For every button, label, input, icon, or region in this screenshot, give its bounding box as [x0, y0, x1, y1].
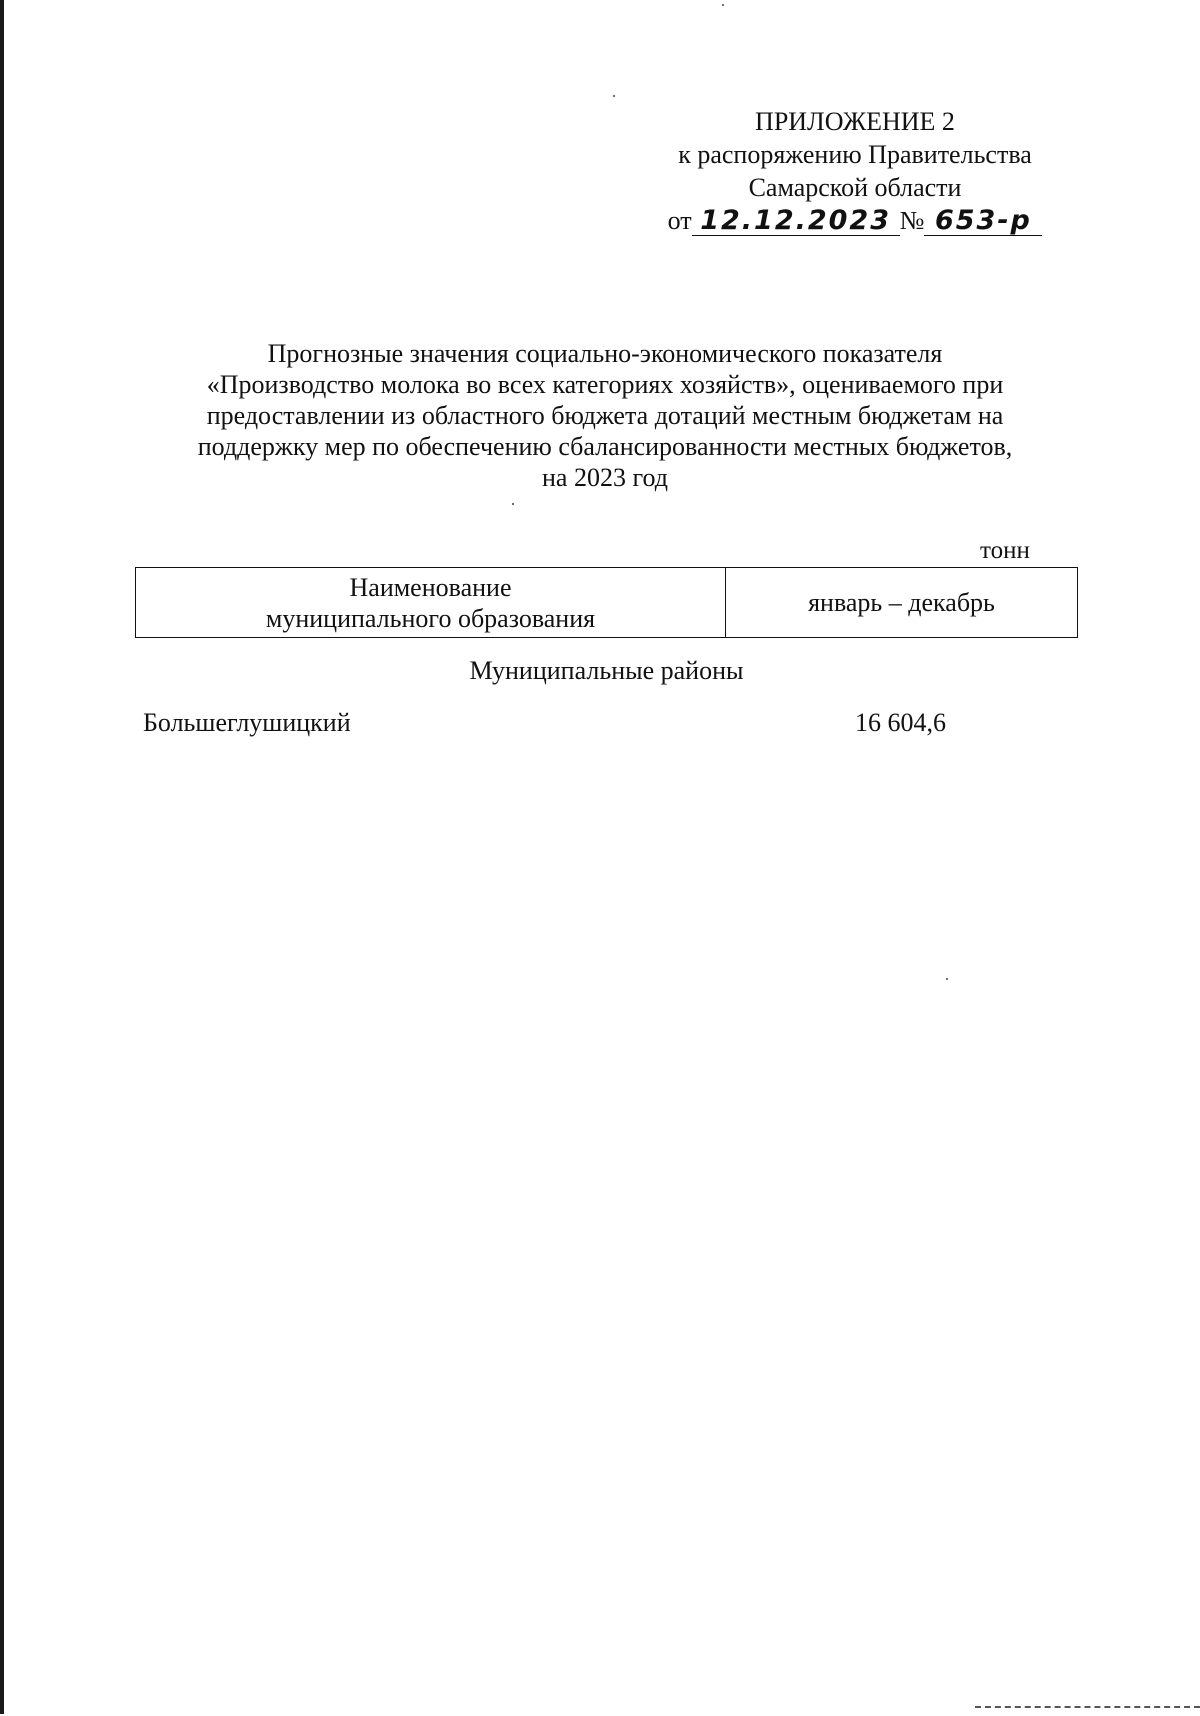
- appendix-region: Самарской области: [748, 173, 962, 202]
- unit-label: тонн: [980, 537, 1030, 564]
- scan-edge: [0, 0, 4, 1714]
- appendix-block: [600, 105, 1110, 237]
- order-reference: [668, 204, 1043, 237]
- scan-edge-bottom: [975, 1706, 1200, 1716]
- scan-speck: [722, 4, 724, 6]
- scan-speck: [512, 503, 514, 505]
- title-line: на 2023 год: [542, 463, 668, 492]
- appendix-title: ПРИЛОЖЕНИЕ 2: [755, 107, 955, 136]
- scan-speck: [946, 978, 948, 980]
- row-value: 16 604,6: [855, 708, 946, 737]
- order-number-sign: №: [899, 206, 925, 235]
- row-municipality-name: Большеглушицкий: [143, 708, 351, 737]
- title-line: поддержку мер по обеспечению сбалансированности местных бюджетов,: [197, 432, 1013, 461]
- appendix-subtitle: к распоряжению Правительства: [678, 140, 1032, 169]
- header-municipality: [136, 568, 726, 637]
- title-line: предоставлении из областного бюджета дотаций местным бюджетам на: [206, 401, 1004, 430]
- section-heading: Муниципальные районы: [469, 656, 744, 685]
- title-line: Прогнозные значения социально-экономического показателя: [267, 339, 943, 368]
- order-date-handwritten: 12.12.2023: [692, 207, 900, 236]
- header-municipality-line2: муниципального образования: [265, 603, 596, 633]
- table-header: [135, 567, 1078, 638]
- title-line: «Производство молока во всех категориях хозяйств», оцениваемого при: [206, 370, 1004, 399]
- header-municipality-line1: Наименование: [349, 572, 512, 602]
- order-prefix: от: [667, 206, 692, 235]
- header-period: январь – декабрь: [808, 587, 995, 617]
- scan-speck: [613, 95, 615, 97]
- order-number-handwritten: 653-р: [924, 207, 1042, 236]
- document-title: [120, 338, 1090, 493]
